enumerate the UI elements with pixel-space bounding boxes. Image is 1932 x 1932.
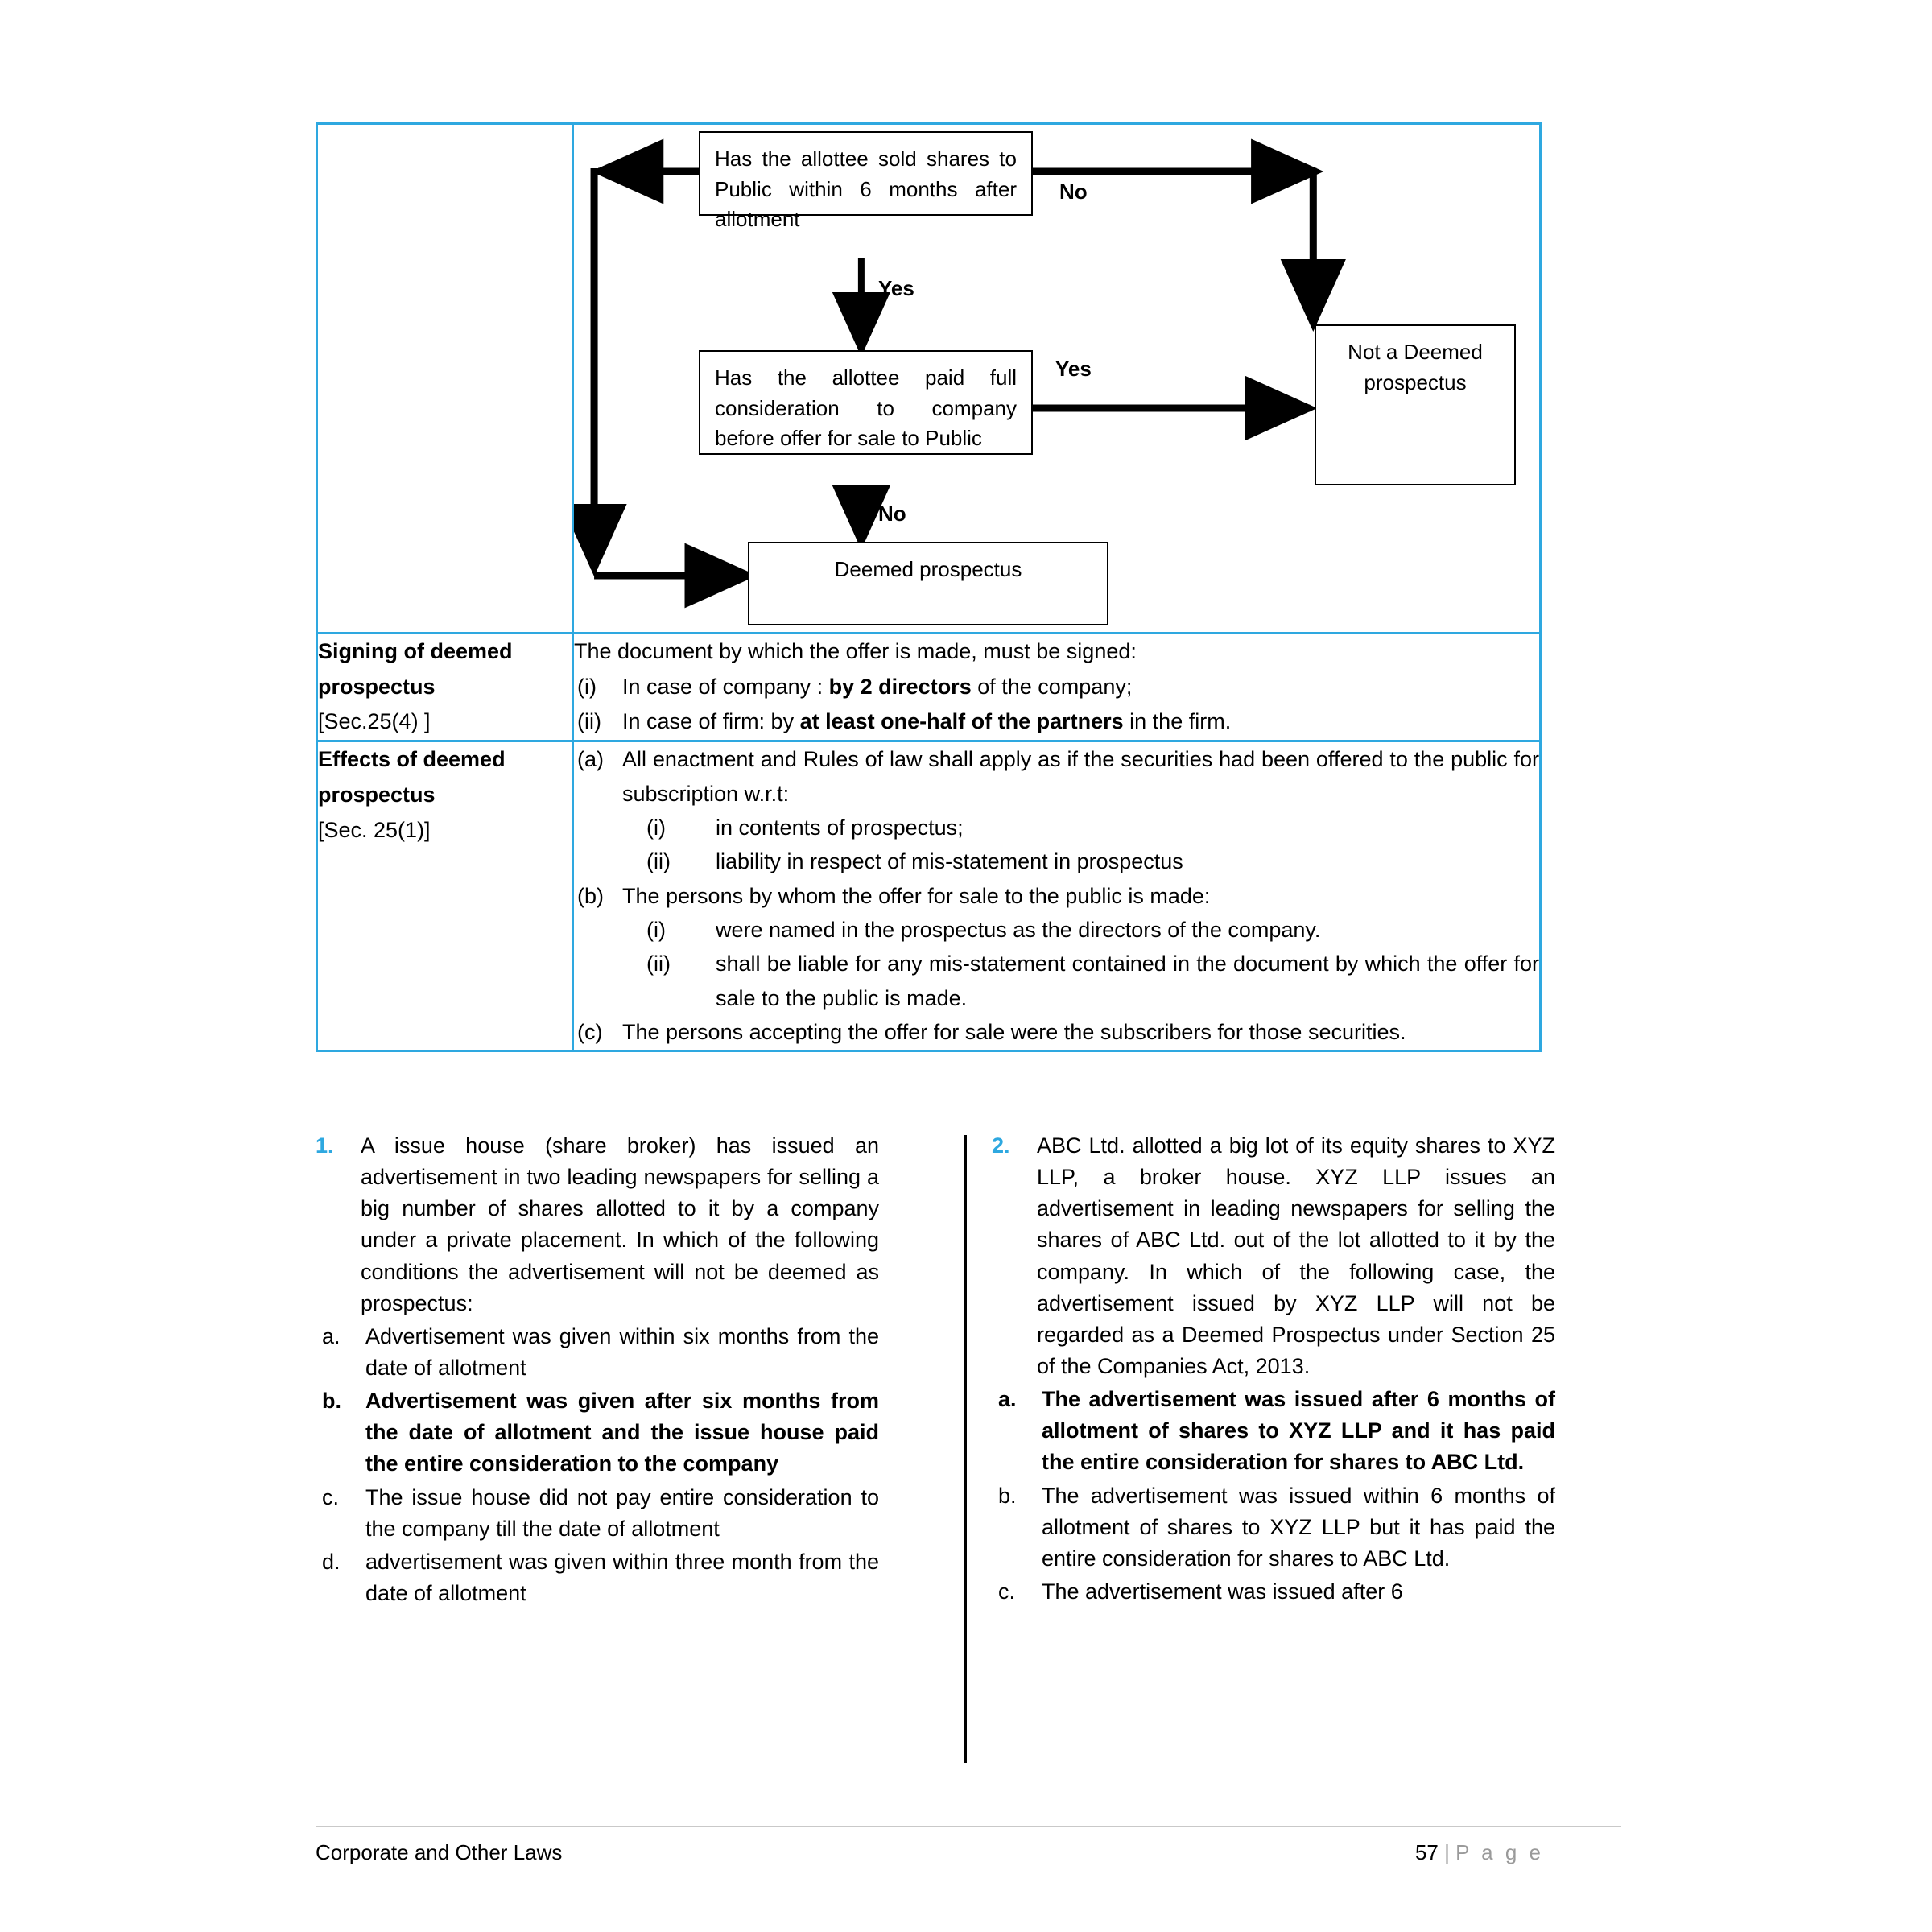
signing-item-bold: by 2 directors (828, 675, 972, 700)
signing-item (574, 704, 1539, 738)
question-2-option-b-text: The advertisement was issued within 6 months of allotment of shares to XYZ LLP but it has paid the entire consideration for shares to ABC Ltd. (1042, 1483, 1555, 1571)
signing-item-text (622, 704, 1539, 738)
question-1-option-b-text: Advertisement was given after six months from the date of allotment and the issue house paid the entire consideration to the company (365, 1389, 879, 1476)
effects-item-text: The persons accepting the offer for sale were the subscribers for those securities. (622, 1020, 1406, 1045)
flowchart-box-question-1-text: Has the allottee sold shares to Public within 6 months after allotment (715, 147, 1017, 232)
question-1-header (316, 1130, 879, 1319)
effects-subitem (609, 947, 1539, 1015)
table-row-signing (317, 634, 1541, 741)
signing-item-marker: (ii) (577, 708, 601, 733)
row-body-effects (573, 741, 1541, 1051)
effects-item-marker: (a) (577, 747, 604, 772)
signing-intro: The document by which the offer is made, must be signed: (574, 639, 1137, 663)
question-2-option-a-marker: a. (998, 1387, 1017, 1412)
flowchart-box-not-deemed-prospectus-text: Not a Deemed prospectus (1348, 340, 1483, 394)
question-1-number: 1. (316, 1133, 334, 1158)
question-2-option-c-marker: c. (998, 1579, 1016, 1604)
flowchart-label-no-top: No (1059, 180, 1088, 204)
flowchart-box-question-1 (699, 131, 1033, 232)
row-label-effects-title: Effects of deemed prospectus (318, 747, 506, 807)
table-row-flowchart (317, 124, 1541, 634)
page-footer (316, 1840, 1621, 1880)
question-1-stem: A issue house (share broker) has issued an advertisement in two leading newspapers for selling a big number of shares allotted to it by a company under a private placement. In which of the following conditions the advertisement will not be deemed as prospectus: (361, 1133, 879, 1315)
effects-item-marker: (c) (577, 1020, 603, 1045)
effects-subitem-marker: (i) (646, 815, 666, 840)
effects-subitem-marker: (i) (646, 918, 666, 943)
question-1-option-c-text: The issue house did not pay entire consideration to the company till the date of allotment (365, 1484, 879, 1541)
effects-subitem (609, 913, 1539, 947)
signing-item-text (622, 670, 1539, 704)
signing-item (574, 670, 1539, 704)
question-2-option-c-text: The advertisement was issued after 6 (1042, 1579, 1403, 1604)
flowchart-box-deemed-prospectus-text: Deemed prospectus (834, 557, 1022, 581)
flowchart-label-cell (317, 124, 573, 634)
effects-item (574, 1015, 1539, 1049)
effects-item (574, 742, 1539, 811)
question-2-header (992, 1130, 1555, 1382)
footer-document-title: Corporate and Other Laws (316, 1840, 563, 1864)
question-2-option-b[interactable] (992, 1480, 1555, 1575)
question-1-option-a-text: Advertisement was given within six months from the date of allotment (365, 1323, 879, 1380)
row-body-signing (573, 634, 1541, 741)
effects-item-marker: (b) (577, 883, 604, 908)
signing-item-marker: (i) (577, 675, 597, 700)
questions-section (316, 1130, 1636, 1774)
question-2 (992, 1130, 1555, 1608)
signing-item-pre: In case of firm: by (622, 708, 800, 733)
footer-page-number: 57 (1414, 1840, 1439, 1864)
flowchart-box-question-2 (699, 350, 1033, 455)
flowchart-box-deemed-prospectus (748, 542, 1108, 625)
effects-subitem (609, 811, 1539, 844)
table-row-effects (317, 741, 1541, 1051)
deemed-prospectus-table (316, 122, 1542, 1052)
question-2-option-a-text: The advertisement was issued after 6 months of allotment of shares to XYZ LLP and it has paid the entire consideration for shares to ABC Ltd. (1042, 1387, 1555, 1475)
row-label-signing-title: Signing of deemed prospectus (318, 639, 513, 699)
effects-subitem-text: shall be liable for any mis-statement contained in the document by which the offer for sale to the public is made. (716, 952, 1539, 1010)
flowchart-box-not-deemed-prospectus (1315, 324, 1516, 485)
question-1-option-d-text: advertisement was given within three month from the date of allotment (365, 1549, 879, 1605)
effects-subitem-text: liability in respect of mis-statement in prospectus (716, 849, 1183, 874)
row-label-signing-section: [Sec.25(4) ] (318, 709, 431, 734)
row-label-signing (317, 634, 573, 741)
question-1-option-d-marker: d. (322, 1549, 341, 1574)
effects-subitem (609, 844, 1539, 878)
footer-page-indicator (1415, 1840, 1544, 1865)
effects-subitem-marker: (ii) (646, 952, 671, 976)
effects-item-text: All enactment and Rules of law shall apply as if the securities had been offered to the public for subscription w.r.t: (622, 747, 1539, 806)
question-2-option-c[interactable] (992, 1576, 1555, 1608)
question-2-option-a[interactable] (992, 1384, 1555, 1478)
signing-item-post: in the firm. (1123, 708, 1232, 733)
flowchart-cell (573, 124, 1541, 634)
question-2-option-b-marker: b. (998, 1483, 1017, 1508)
question-1-option-c-marker: c. (322, 1484, 340, 1509)
question-1 (316, 1130, 879, 1609)
question-1-option-c[interactable] (316, 1482, 879, 1545)
effects-subitem-marker: (ii) (646, 849, 671, 874)
question-1-option-a-marker: a. (322, 1323, 341, 1348)
effects-item-text: The persons by whom the offer for sale to the public is made: (622, 883, 1211, 908)
questions-column-divider (964, 1135, 967, 1763)
flowchart-box-question-2-text: Has the allottee paid full consideration to company before offer for sale to Public (715, 365, 1017, 451)
question-1-option-d[interactable] (316, 1546, 879, 1609)
footer-page-word: P a g e (1455, 1840, 1544, 1864)
signing-item-post: of the company; (971, 675, 1133, 700)
question-2-stem: ABC Ltd. allotted a big lot of its equity shares to XYZ LLP, a broker house. XYZ LLP issues an advertisement in leading newspapers for selling the shares of ABC Ltd. out of the lot allotted to it by the company. In which of the following case, the advertisement issued by XYZ LLP will not be regarded as a Deemed Prospectus under Section 25 of the Companies Act, 2013. (1037, 1133, 1555, 1378)
effects-subitem-text: were named in the prospectus as the directors of the company. (716, 918, 1321, 943)
row-label-effects (317, 741, 573, 1051)
flowchart-label-no-bottom: No (878, 502, 906, 526)
question-1-option-b-marker: b. (322, 1389, 341, 1414)
question-1-option-b[interactable] (316, 1385, 879, 1480)
effects-item (574, 879, 1539, 913)
effects-subitem-text: in contents of prospectus; (716, 815, 964, 840)
flowchart-canvas (574, 125, 1539, 630)
signing-item-pre: In case of company : (622, 675, 829, 700)
flowchart-label-yes-left: Yes (878, 276, 914, 300)
question-2-number: 2. (992, 1133, 1010, 1158)
footer-divider (316, 1826, 1621, 1827)
question-1-option-a[interactable] (316, 1321, 879, 1384)
signing-item-bold: at least one-half of the partners (799, 708, 1124, 733)
footer-separator: | (1438, 1840, 1456, 1864)
row-label-effects-section: [Sec. 25(1)] (318, 817, 431, 842)
flowchart-label-yes-right: Yes (1055, 357, 1092, 381)
